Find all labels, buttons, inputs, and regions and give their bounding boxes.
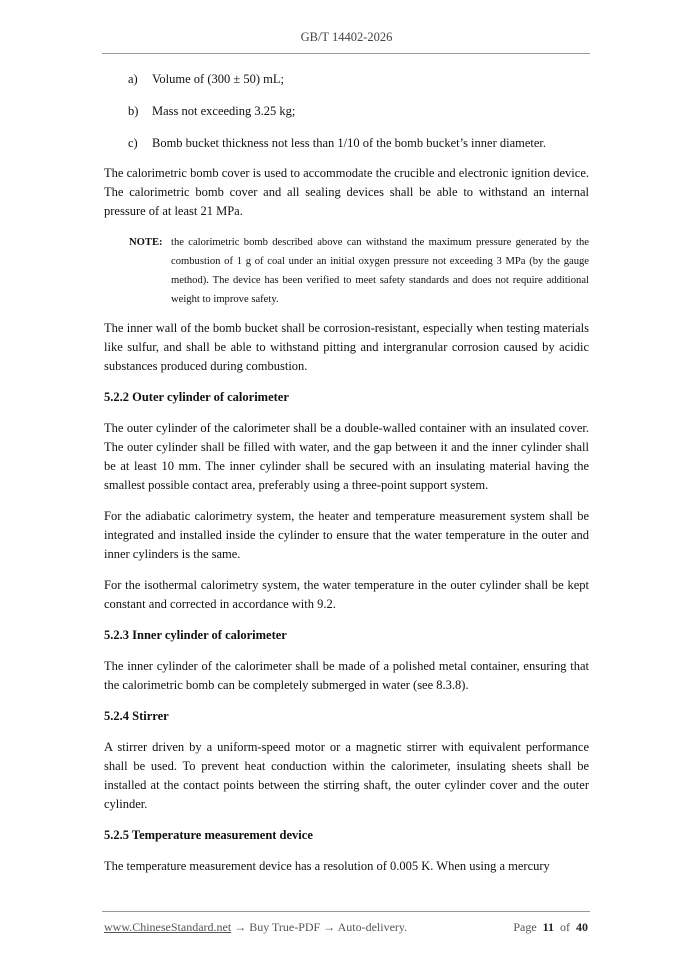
list-item-text: Mass not exceeding 3.25 kg;: [152, 104, 296, 118]
list-item-text: Volume of (300 ± 50) mL;: [152, 72, 284, 86]
page-header-title: GB/T 14402-2026: [300, 30, 393, 44]
of-word: of: [560, 920, 570, 934]
section-heading-5-2-4: 5.2.4 Stirrer: [104, 709, 169, 723]
note-block: [129, 233, 589, 309]
total-pages: 40: [576, 920, 588, 934]
note-text: the calorimetric bomb described above can withstand the maximum pressure generated by the combustion of 1 g of coal under an initial oxygen pressure not exceeding 3 MPa (by the gauge method). The device has been verified to meet safety standards and does not require additional weight to improve safety.: [171, 237, 589, 305]
footer-divider: [102, 911, 590, 912]
paragraph: The outer cylinder of the calorimeter shall be a double-walled container with an insulated cover. The outer cylinder shall be filled with water, and the gap between it and the inner cylinder shall be at least 10 mm. The inner cylinder shall be secured with an insulating material having the smallest possible contact area, preferably using a three-point support system.: [104, 421, 589, 492]
section-heading-5-2-5: 5.2.5 Temperature measurement device: [104, 828, 313, 842]
paragraph: For the adiabatic calorimetry system, the heater and temperature measurement system shall be integrated and installed inside the cylinder to ensure that the water temperature in the outer and inner cylinders is the same.: [104, 509, 589, 561]
list-item: [104, 134, 589, 152]
header-divider: [102, 53, 590, 54]
current-page: 11: [542, 920, 554, 934]
document-body: [104, 70, 589, 888]
list-item: [104, 70, 589, 88]
list-item-text: Bomb bucket thickness not less than 1/10 of the bomb bucket’s inner diameter.: [152, 136, 547, 150]
arrow-right-icon: →: [323, 920, 336, 934]
buy-pdf-link[interactable]: Buy True-PDF: [249, 920, 321, 934]
paragraph: The inner cylinder of the calorimeter shall be made of a polished metal container, ensuring that the calorimetric bomb can be completely submerged in water (see 8.3.8).: [104, 659, 589, 692]
paragraph: The temperature measurement device has a resolution of 0.005 K. When using a mercury: [104, 859, 550, 873]
paragraph-bomb-cover: The calorimetric bomb cover is used to accommodate the crucible and electronic ignition device. The calorimetric bomb cover and all sealing devices shall be able to withstand an internal pressure of at least 21 MPa.: [104, 166, 589, 218]
list-item-label: a): [128, 72, 138, 86]
paragraph: For the isothermal calorimetry system, the water temperature in the outer cylinder shall be kept constant and corrected in accordance with 9.2.: [104, 578, 589, 611]
auto-delivery-text: Auto-delivery.: [337, 920, 408, 934]
section-heading-5-2-3: 5.2.3 Inner cylinder of calorimeter: [104, 628, 287, 642]
paragraph-inner-wall: The inner wall of the bomb bucket shall be corrosion-resistant, especially when testing materials like sulfur, and shall be able to withstand pitting and intergranular corrosion caused by acidic substances produced during combustion.: [104, 321, 589, 373]
note-label: NOTE:: [129, 237, 163, 248]
footer-links: [104, 920, 407, 935]
page-word: Page: [513, 920, 537, 934]
list-item: [104, 102, 589, 120]
list-item-label: c): [128, 136, 138, 150]
list-item-label: b): [128, 104, 139, 118]
website-link[interactable]: www.ChineseStandard.net: [104, 920, 232, 934]
arrow-right-icon: →: [234, 920, 247, 934]
section-heading-5-2-2: 5.2.2 Outer cylinder of calorimeter: [104, 390, 289, 404]
page-number: [513, 920, 588, 935]
paragraph: A stirrer driven by a uniform-speed motor or a magnetic stirrer with equivalent performance shall be used. To prevent heat conduction within the calorimeter, insulating sheets shall be installed at the contact points between the stirring shaft, the outer cylinder cover and the outer cylinder.: [104, 740, 589, 811]
